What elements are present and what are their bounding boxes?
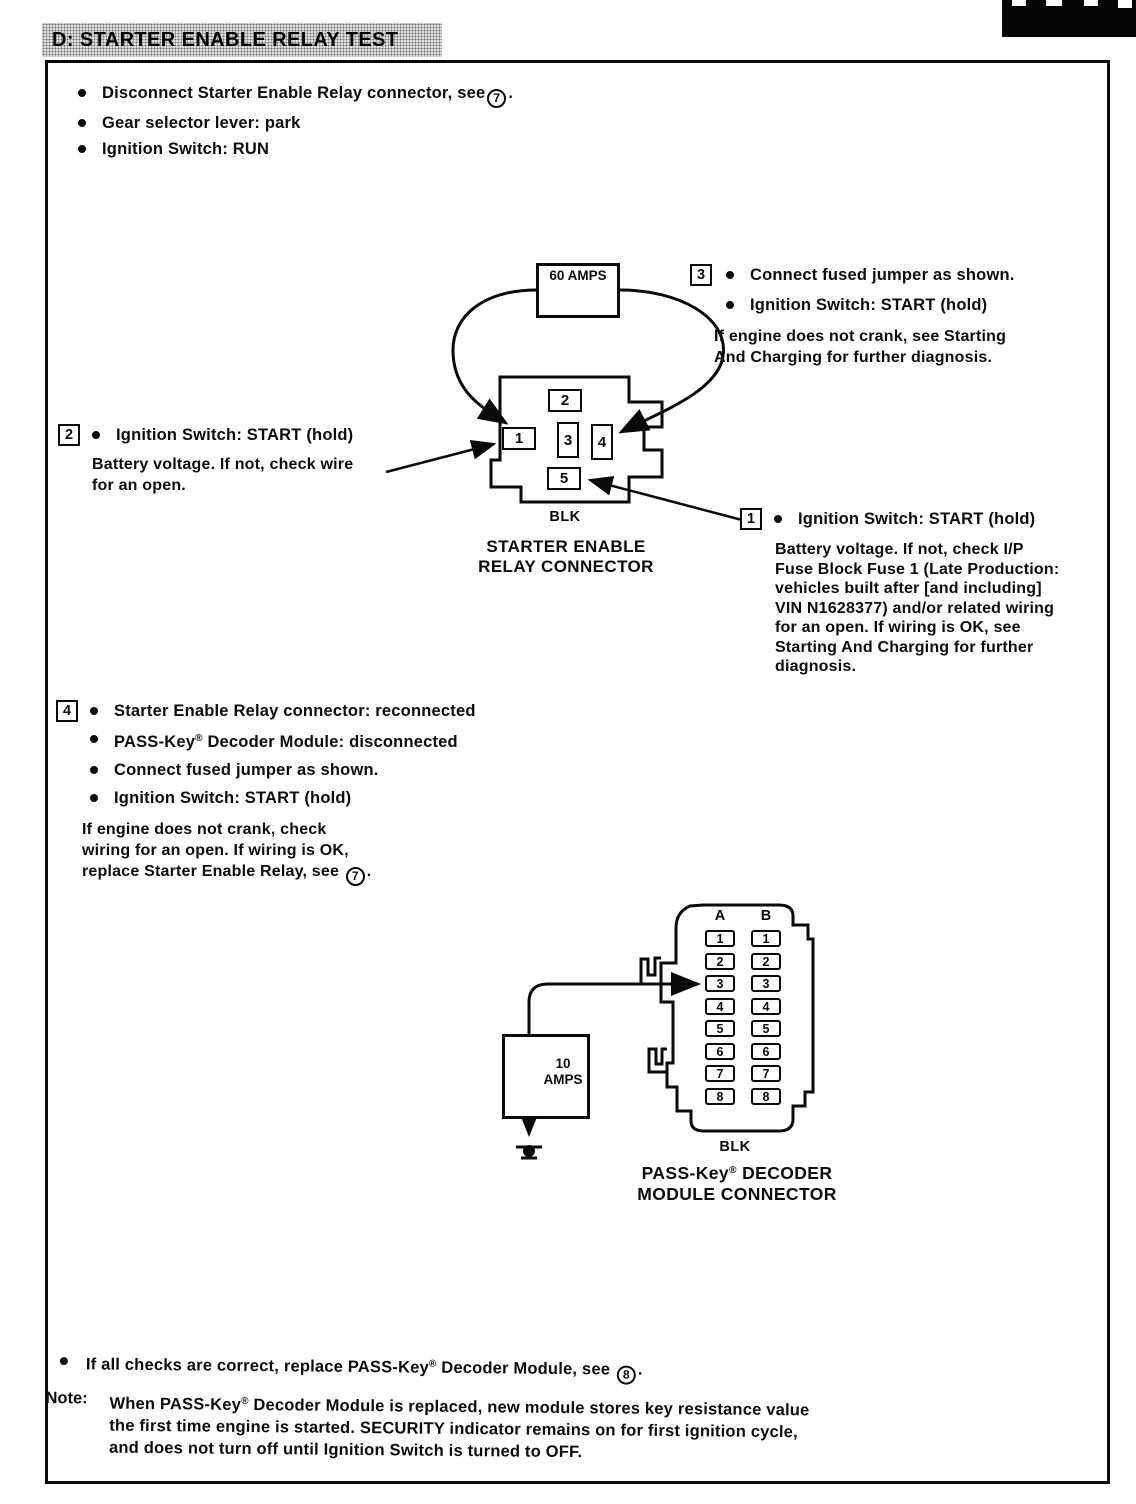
decoder-pin-b2: 2 [751,953,781,970]
bullet-icon [774,515,782,523]
footer-note: Note: When PASS-Key® Decoder Module is replaced, new module stores key resistance value the first time engine is started. SECURITY indicator remains on for first ignition cycle, and does not turn off until Ignition Switch is turned to OFF. [45,1388,810,1461]
page-corner-tab [1002,0,1136,37]
decoder-pin-a6: 6 [705,1043,735,1060]
decoder-pin-a5: 5 [705,1020,735,1037]
relay-pin-2: 2 [548,389,582,412]
step-1-block [740,508,1090,677]
decoder-pin-b6: 6 [751,1043,781,1060]
decoder-pin-a1: 1 [705,930,735,947]
step-bullet-text: Ignition Switch: START (hold) [750,296,988,314]
step-header [690,264,1070,286]
intro-bullet-text: Gear selector lever: park [102,113,301,132]
bullet-icon [90,766,98,774]
step-number-box: 1 [740,508,762,530]
decoder-pin-a8: 8 [705,1088,735,1105]
footer-block [45,1350,1076,1467]
list-item [56,728,596,753]
footer-bullet: If all checks are correct, replace PASS-Key® Decoder Module, see 8 . [46,1350,1076,1388]
relay-pin-3: 3 [557,422,579,458]
fuse-label: 60 AMPS [549,268,607,283]
list-item [690,294,1070,316]
decoder-pin-b1: 1 [751,930,781,947]
step-3-block [690,264,1070,368]
decoder-column-a-label: A [714,908,726,924]
decoder-column-b-label: B [760,908,772,924]
intro-bullet-list [78,82,513,160]
fuse-label: 10 AMPS [543,1056,583,1087]
section-title-bar [42,23,442,57]
step-2-block [58,424,408,496]
list-item [56,759,596,781]
decoder-pin-b4: 4 [751,998,781,1015]
bullet-icon [726,271,734,279]
step-note: If engine does not crank, check wiring for an open. If wiring is OK, replace Starter Enable Relay, see 7 . [56,819,416,886]
step-bullet-text: Connect fused jumper as shown. [114,761,379,779]
decoder-pin-a4: 4 [705,998,735,1015]
step-number-box: 3 [690,264,712,286]
decoder-pin-b5: 5 [751,1020,781,1037]
step-header [56,700,596,722]
bullet-icon [60,1357,68,1365]
bullet-icon [90,735,98,743]
list-item [56,787,596,809]
bullet-icon [92,431,100,439]
relay-pin-4: 4 [591,424,613,460]
decoder-pin-b3: 3 [751,975,781,992]
intro-bullet-text: Ignition Switch: RUN [102,139,270,158]
step-header [58,424,408,446]
decoder-pin-a2: 2 [705,953,735,970]
step-bullet-text: Ignition Switch: START (hold) [798,510,1036,528]
step-bullet-text: Ignition Switch: START (hold) [114,789,352,807]
circled-ref: 7 [346,867,365,886]
step-number-box: 2 [58,424,80,446]
relay-connector-caption: STARTER ENABLE RELAY CONNECTOR [478,537,654,576]
step-number-box: 4 [56,700,78,722]
bullet-icon [90,794,98,802]
note-label: Note: [45,1388,88,1407]
wire-color-label: BLK [719,1139,751,1155]
step-note: Battery voltage. If not, check I/P Fuse Block Fuse 1 (Late Production: vehicles built after [and including] VIN N1628377) and/or related wiring for an open. If wiring is OK, see Starting And Charging for further diagnosis. [775,541,1060,675]
list-item [78,138,513,160]
relay-pin-5: 5 [547,467,581,490]
wire-color-label: BLK [549,509,581,525]
decoder-pin-b7: 7 [751,1065,781,1082]
step-bullet-text: PASS-Key® Decoder Module: disconnected [114,733,458,751]
bullet-icon [90,707,98,715]
circled-ref: 8 [617,1365,636,1384]
bullet-icon [78,119,86,127]
decoder-pin-a3: 3 [705,975,735,992]
list-item: Disconnect Starter Enable Relay connector, see 7 . [78,82,513,108]
step-header [740,508,1090,530]
circled-ref: 7 [487,89,506,108]
decoder-pin-a7: 7 [705,1065,735,1082]
intro-bullet-text: Disconnect Starter Enable Relay connector, see [102,84,486,102]
step-bullet-text: Ignition Switch: START (hold) [116,426,354,444]
fuse-box-60a [536,263,620,318]
decoder-connector-caption: PASS-Key® DECODER MODULE CONNECTOR [637,1163,837,1204]
relay-pin-1: 1 [502,427,536,450]
step-note: Battery voltage. If not, check wire for an open. [92,456,354,494]
step-bullet-text: Starter Enable Relay connector: reconnected [114,702,476,720]
bullet-icon [726,301,734,309]
step-note: If engine does not crank, see Starting And Charging for further diagnosis. [714,328,1007,366]
step-bullet-text: Connect fused jumper as shown. [750,266,1015,284]
list-item [78,112,513,134]
step-4-block [56,700,596,886]
bullet-icon [78,145,86,153]
bullet-icon [78,89,86,97]
page-title: D: STARTER ENABLE RELAY TEST [52,28,399,51]
decoder-pin-b8: 8 [751,1088,781,1105]
